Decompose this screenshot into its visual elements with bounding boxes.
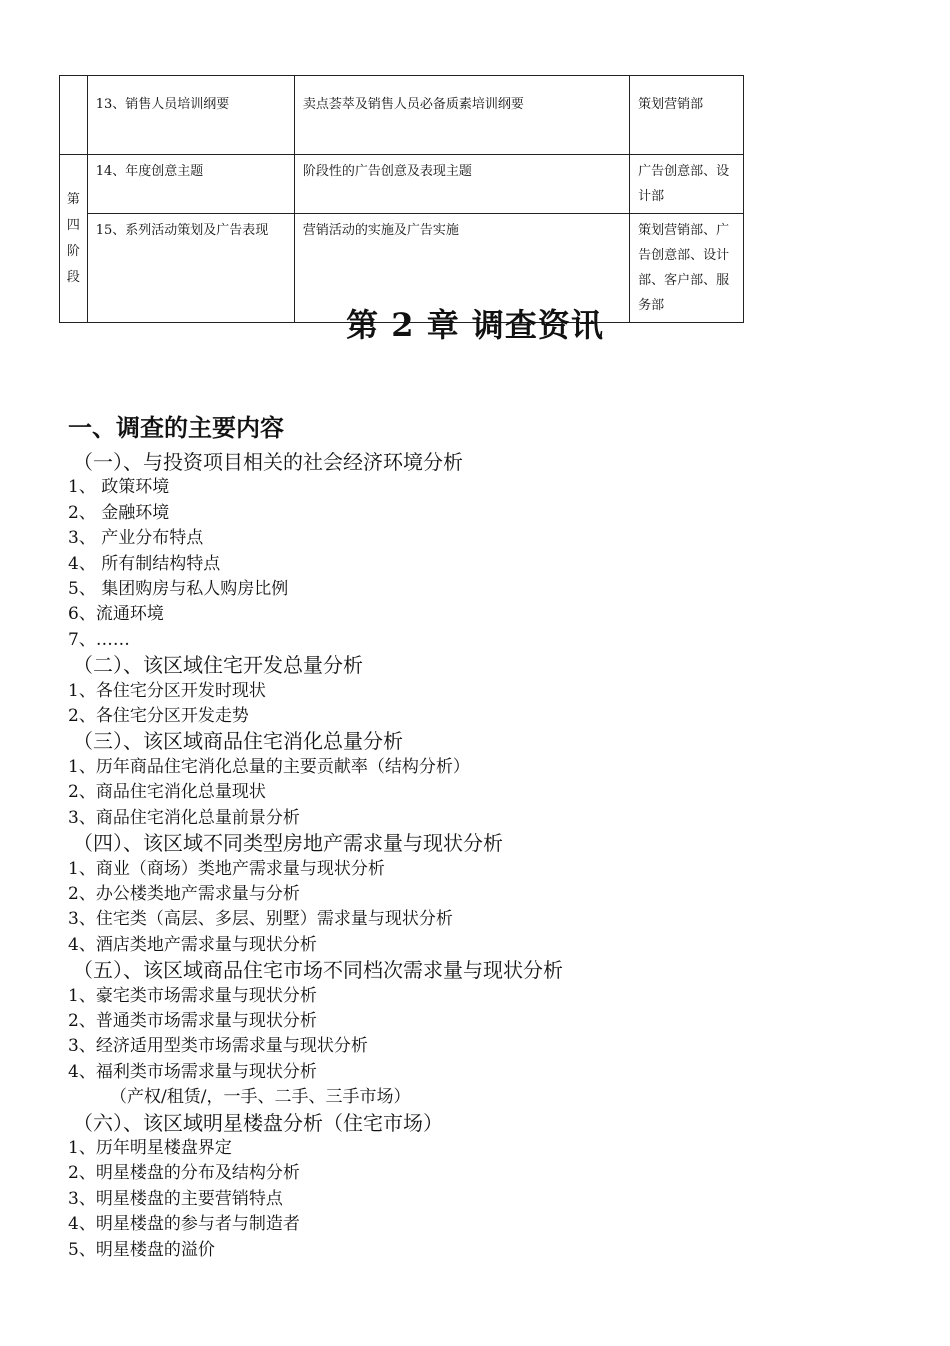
list-item: 4、福利类市场需求量与现状分析 <box>68 1061 317 1082</box>
list-item: 1、各住宅分区开发时现状 <box>68 680 266 701</box>
task-description: 阶段性的广告创意及表现主题 <box>294 155 629 214</box>
list-item: 5、 集团购房与私人购房比例 <box>68 579 289 600</box>
task-department: 策划营销部、广告创意部、设计部、客户部、服务部 <box>630 214 744 323</box>
list-item: 2、商品住宅消化总量现状 <box>68 782 266 803</box>
stage-char: 段 <box>66 269 80 285</box>
stage-char: 阶 <box>66 243 80 259</box>
list-item: 6、流通环境 <box>68 604 164 625</box>
list-item: 3、商品住宅消化总量前景分析 <box>68 807 300 828</box>
stage-char: 四 <box>66 217 80 233</box>
list-item: 5、明星楼盘的溢价 <box>68 1239 215 1260</box>
list-item: 1、历年商品住宅消化总量的主要贡献率（结构分析） <box>68 756 470 777</box>
stage-char: 第 <box>66 191 80 207</box>
table-row <box>60 76 744 155</box>
subsection-heading: （三）、该区域商品住宅消化总量分析 <box>73 729 403 754</box>
task-description: 营销活动的实施及广告实施 <box>294 214 629 323</box>
subsection-heading: （二）、该区域住宅开发总量分析 <box>73 653 363 678</box>
list-item: 7、…… <box>68 629 130 650</box>
list-item: 4、明星楼盘的参与者与制造者 <box>68 1214 300 1235</box>
subsection-heading: （四）、该区域不同类型房地产需求量与现状分析 <box>73 831 503 856</box>
survey-content <box>68 450 918 1263</box>
subsection-heading: （五）、该区域商品住宅市场不同档次需求量与现状分析 <box>73 958 563 983</box>
list-item: 3、住宅类（高层、多层、别墅）需求量与现状分析 <box>68 909 453 930</box>
stage-cell <box>60 155 88 323</box>
list-item: 1、商业（商场）类地产需求量与现状分析 <box>68 858 385 879</box>
table-row <box>60 155 744 214</box>
list-item: 3、明星楼盘的主要营销特点 <box>68 1188 283 1209</box>
list-item: 3、经济适用型类市场需求量与现状分析 <box>68 1036 368 1057</box>
list-note: （产权/租赁/，一手、二手、三手市场） <box>110 1087 411 1108</box>
list-item: 4、 所有制结构特点 <box>68 553 221 574</box>
list-item: 3、 产业分布特点 <box>68 528 204 549</box>
list-item: 2、普通类市场需求量与现状分析 <box>68 1010 317 1031</box>
list-item: 1、历年明星楼盘界定 <box>68 1137 232 1158</box>
list-item: 2、 金融环境 <box>68 502 170 523</box>
task-department: 策划营销部 <box>630 76 744 155</box>
chapter-title: 第 2 章 调查资讯 <box>346 306 604 344</box>
stage-cell-empty <box>60 76 88 155</box>
subsection-heading: （一）、与投资项目相关的社会经济环境分析 <box>73 450 463 474</box>
list-item: 2、办公楼类地产需求量与分析 <box>68 883 300 904</box>
task-department: 广告创意部、设计部 <box>630 155 744 214</box>
subsection-heading: （六）、该区域明星楼盘分析（住宅市场） <box>73 1110 443 1135</box>
task-description: 卖点荟萃及销售人员必备质素培训纲要 <box>294 76 629 155</box>
task-item: 15、系列活动策划及广告表现 <box>87 214 294 323</box>
list-item: 2、各住宅分区开发走势 <box>68 706 249 727</box>
section-title: 一、调查的主要内容 <box>68 414 284 442</box>
task-item: 14、年度创意主题 <box>87 155 294 214</box>
task-item: 13、销售人员培训纲要 <box>87 76 294 155</box>
list-item: 4、酒店类地产需求量与现状分析 <box>68 934 317 955</box>
plan-table <box>59 75 744 323</box>
list-item: 2、明星楼盘的分布及结构分析 <box>68 1163 300 1184</box>
list-item: 1、豪宅类市场需求量与现状分析 <box>68 985 317 1006</box>
list-item: 1、 政策环境 <box>68 477 170 498</box>
